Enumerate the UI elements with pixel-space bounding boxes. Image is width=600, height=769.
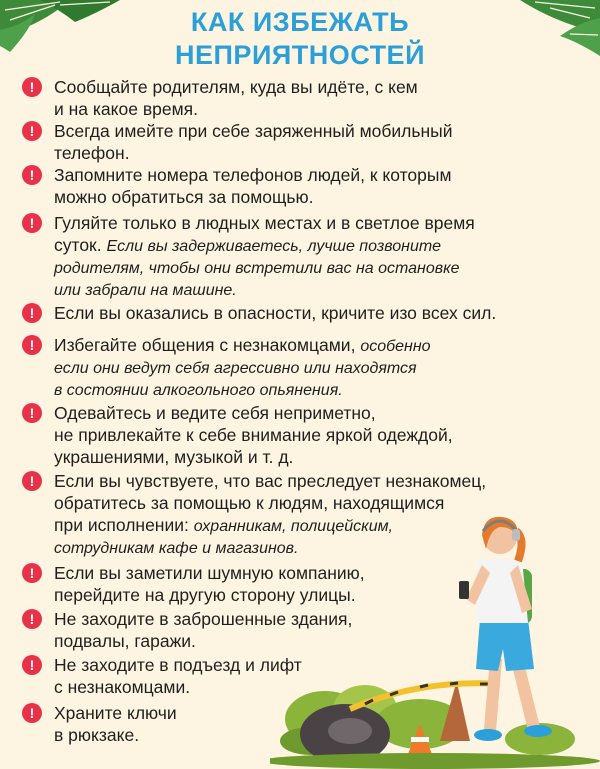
item-line: Сообщайте родителям, куда вы идёте, с кем [54,77,418,97]
item-text [54,608,352,652]
item-line-italic: сотрудникам кафе и магазинов. [54,540,299,557]
item-line-italic: охранникам, полицейским, [193,518,393,535]
exclamation-icon: ! [22,303,42,323]
exclamation-icon: ! [22,77,42,97]
title-line-2: НЕПРИЯТНОСТЕЙ [175,40,425,70]
item-line: телефон. [54,143,130,163]
exclamation-icon: ! [22,213,42,233]
item-text [54,654,302,698]
item-line: подвалы, гаражи. [54,631,196,651]
item-line: обратитесь за помощью к людям, находящимся [54,493,445,513]
page-title [0,6,600,72]
item-line-italic: родителям, чтобы они встретили вас на остановке [54,260,460,277]
item-line: Если вы заметили шумную компанию, [54,563,365,583]
exclamation-icon: ! [22,609,42,629]
ground-icon [270,753,600,769]
item-line: Гуляйте только в людных местах и в светлое время [54,213,475,233]
item-line-regular: при исполнении: [54,515,194,535]
exclamation-icon: ! [22,563,42,583]
exclamation-icon: ! [22,121,42,141]
item-text [54,334,431,402]
exclamation-icon: ! [22,655,42,675]
title-line-1: КАК ИЗБЕЖАТЬ [190,7,410,37]
item-line: Храните ключи [54,703,177,723]
item-line: Одевайтесь и ведите себя неприметно, [54,403,376,423]
item-text [54,120,453,164]
item-line: Если вы оказались в опасности, кричите изо всех сил. [54,303,497,323]
exclamation-icon: ! [22,471,42,491]
item-text [54,302,496,324]
item-line: перейдите на другую сторону улицы. [54,585,356,605]
item-text [54,76,418,120]
item-line-italic: в состоянии алкогольного опьянения. [54,382,343,399]
item-text [54,702,177,746]
item-line: украшениями, музыкой и т. д. [54,447,294,467]
item-text [54,212,475,302]
item-line-italic: если они ведут себя агрессивно или находятся [54,360,417,377]
item-line: не привлекайте к себе внимание яркой одеждой, [54,425,453,445]
item-line [54,234,475,258]
item-line: и на какое время. [54,99,198,119]
item-line: Не заходите в подъезд и лифт [54,655,302,675]
item-line: Если вы чувствуете, что вас преследует незнакомец, [54,471,487,491]
item-line-italic: Если вы задерживаетесь, лучше позвоните [106,238,442,255]
item-line-regular: суток. [54,235,107,255]
item-line: в рюкзаке. [54,725,140,745]
item-text [54,402,453,468]
exclamation-icon: ! [22,165,42,185]
item-line-italic: или забрали на машине. [54,282,237,299]
item-line-regular: Избегайте общения с незнакомцами, [54,335,361,355]
item-line [54,334,431,358]
exclamation-icon: ! [22,403,42,423]
item-line: Всегда имейте при себе заряженный мобильный [54,121,453,141]
item-text [54,164,452,208]
exclamation-icon: ! [22,703,42,723]
item-line: Запомните номера телефонов людей, к которым [54,165,452,185]
item-text [54,562,365,606]
item-text [54,470,486,560]
item-line: Не заходите в заброшенные здания, [54,609,353,629]
item-line: с незнакомцами. [54,677,191,697]
exclamation-icon: ! [22,335,42,355]
item-line: можно обратиться за помощью. [54,187,314,207]
item-line-italic: особенно [360,338,431,355]
item-line [54,514,486,538]
